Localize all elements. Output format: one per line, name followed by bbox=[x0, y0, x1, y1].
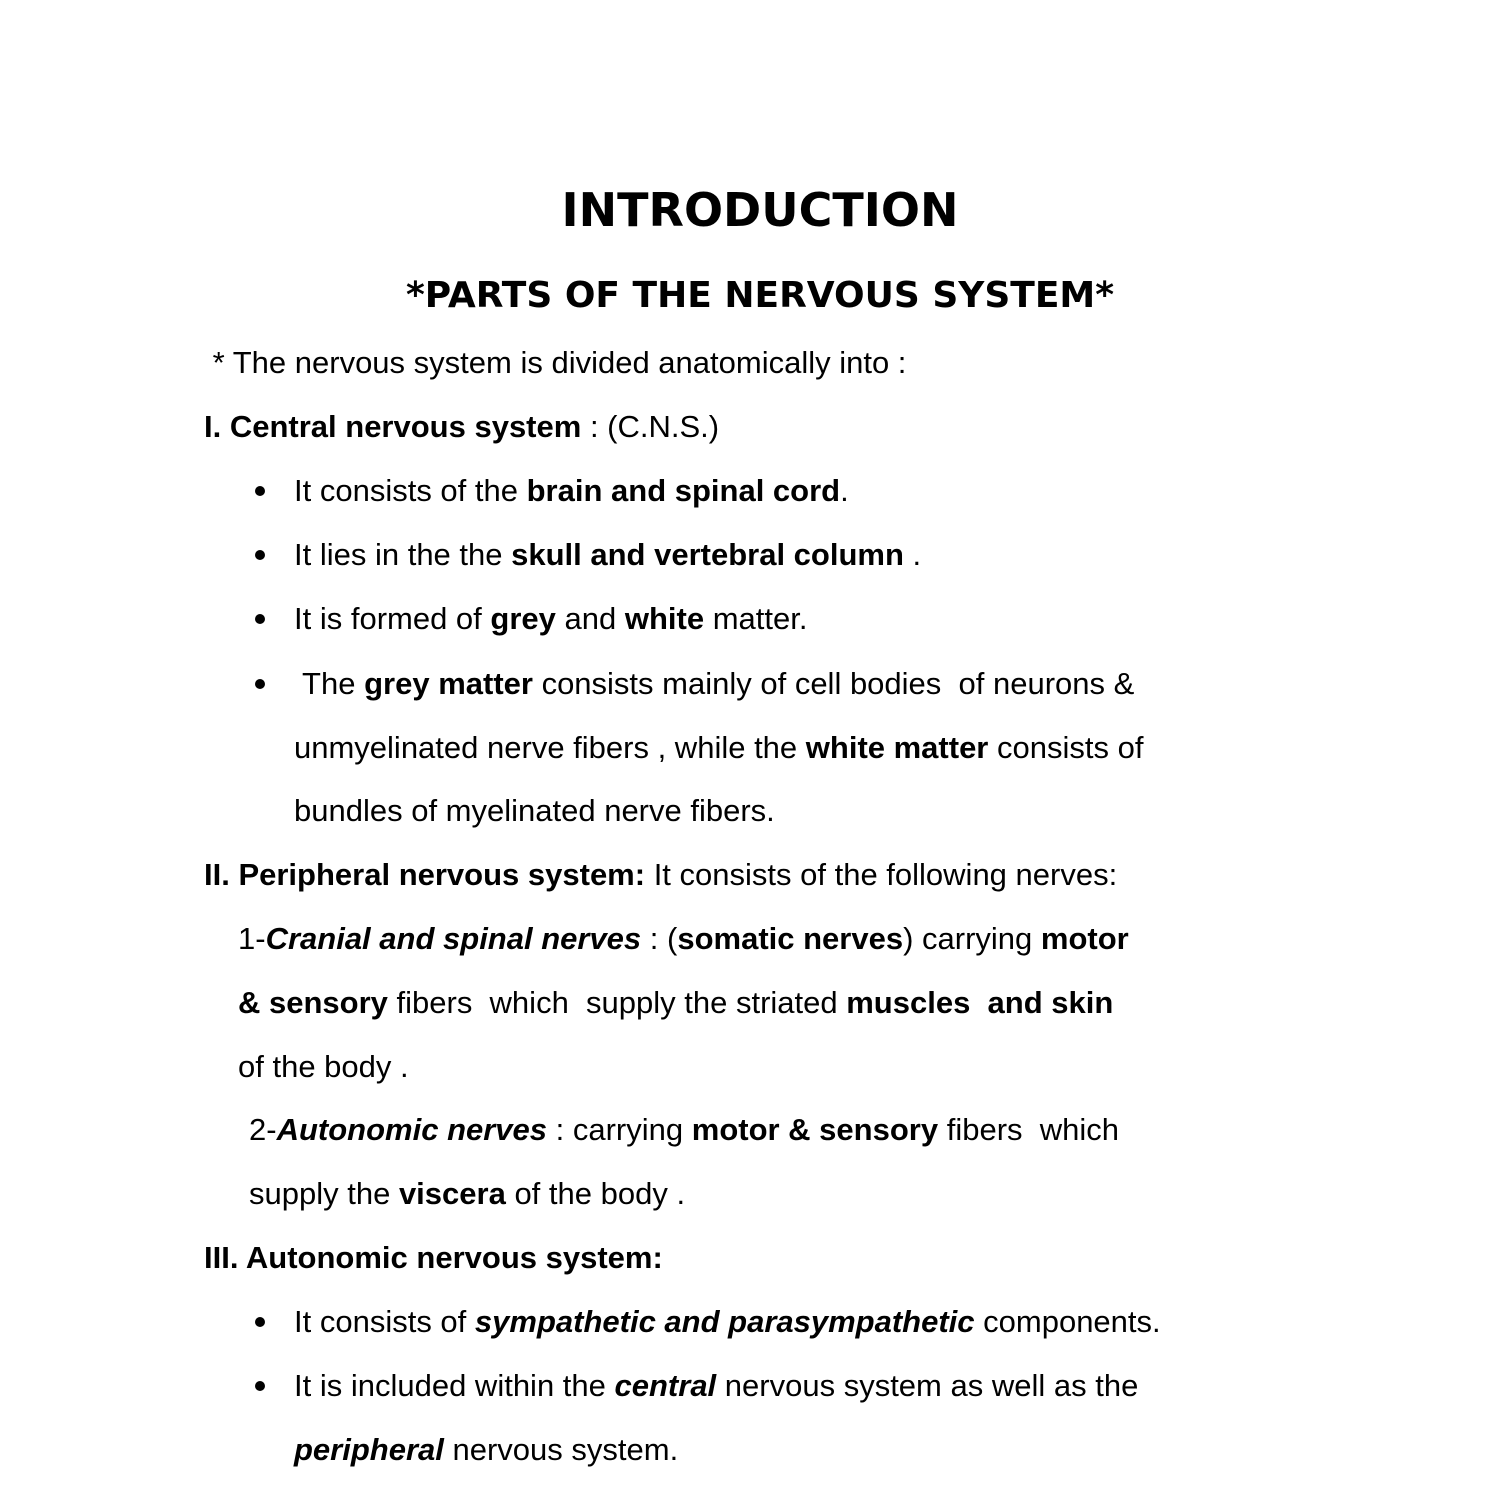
text-run: nervous system. bbox=[443, 1432, 679, 1467]
text-run: It consists of bbox=[294, 1304, 475, 1339]
text-line bbox=[238, 983, 1113, 1023]
text-line bbox=[294, 791, 775, 831]
text-run: matter. bbox=[704, 601, 808, 636]
bullet-icon bbox=[255, 486, 265, 496]
text-run: It is formed of bbox=[294, 601, 491, 636]
text-run: ) carrying bbox=[903, 921, 1041, 956]
emphasized-text: muscles and skin bbox=[846, 985, 1114, 1020]
text-line bbox=[238, 919, 1129, 959]
text-run: . bbox=[903, 537, 922, 572]
emphasized-text: central bbox=[614, 1368, 717, 1403]
text-run: bundles of myelinated nerve fibers. bbox=[294, 793, 775, 828]
text-run: It consists of the bbox=[294, 473, 527, 508]
emphasized-text: & sensory bbox=[238, 985, 388, 1020]
text-run: consists mainly of cell bodies of neurons & bbox=[532, 666, 1135, 701]
text-run: consists of bbox=[988, 730, 1144, 765]
text-line bbox=[204, 407, 719, 447]
text-run: : (C.N.S.) bbox=[581, 409, 720, 444]
text-line bbox=[249, 1110, 1119, 1150]
section-heading: *PARTS OF THE NERVOUS SYSTEM* bbox=[405, 275, 1115, 316]
text-line bbox=[249, 1174, 685, 1214]
text-run: . bbox=[840, 473, 849, 508]
text-run: 1- bbox=[238, 921, 266, 956]
text-run: : carrying bbox=[547, 1112, 692, 1147]
text-line bbox=[204, 343, 906, 383]
text-run: It consists of the following nerves: bbox=[645, 857, 1118, 892]
emphasized-text: viscera bbox=[398, 1176, 506, 1211]
emphasized-text: brain and spinal cord bbox=[526, 473, 841, 508]
emphasized-text: Autonomic nerves bbox=[276, 1112, 548, 1147]
text-run: nervous system as well as the bbox=[716, 1368, 1139, 1403]
text-run: It lies in the the bbox=[294, 537, 512, 572]
text-run: The bbox=[294, 666, 365, 701]
emphasized-text: grey matter bbox=[364, 666, 533, 701]
emphasized-text: white bbox=[624, 601, 705, 636]
text-line bbox=[294, 1366, 1138, 1406]
text-run: of the body . bbox=[505, 1176, 686, 1211]
text-run: 2- bbox=[249, 1112, 277, 1147]
bullet-icon bbox=[255, 1381, 265, 1391]
text-run: of the body . bbox=[238, 1049, 409, 1084]
text-line bbox=[294, 1302, 1161, 1342]
text-run: fibers which bbox=[938, 1112, 1119, 1147]
emphasized-text: motor & sensory bbox=[691, 1112, 939, 1147]
bullet-icon bbox=[255, 1317, 265, 1327]
emphasized-text: peripheral bbox=[294, 1432, 444, 1467]
text-run: It is included within the bbox=[294, 1368, 615, 1403]
text-line bbox=[294, 664, 1134, 704]
bullet-icon bbox=[255, 614, 265, 624]
text-line bbox=[294, 535, 921, 575]
text-run: supply the bbox=[249, 1176, 399, 1211]
text-run: unmyelinated nerve fibers , while the bbox=[294, 730, 806, 765]
emphasized-text: skull and vertebral column bbox=[511, 537, 904, 572]
emphasized-text: II. Peripheral nervous system: bbox=[204, 857, 646, 892]
emphasized-text: somatic nerves bbox=[677, 921, 904, 956]
emphasized-text: grey bbox=[490, 601, 556, 636]
bullet-icon bbox=[255, 679, 265, 689]
text-run: : ( bbox=[641, 921, 678, 956]
text-line bbox=[294, 728, 1143, 768]
text-run: and bbox=[555, 601, 625, 636]
text-line bbox=[294, 1430, 678, 1470]
emphasized-text: sympathetic and parasympathetic bbox=[474, 1304, 975, 1339]
text-run: * The nervous system is divided anatomically into : bbox=[204, 345, 907, 380]
emphasized-text: white matter bbox=[805, 730, 989, 765]
bullet-icon bbox=[255, 550, 265, 560]
emphasized-text: III. Autonomic nervous system: bbox=[204, 1240, 663, 1275]
text-line bbox=[204, 1238, 663, 1278]
page-title: INTRODUCTION bbox=[561, 183, 959, 237]
text-line bbox=[294, 599, 807, 639]
emphasized-text: I. Central nervous system bbox=[204, 409, 582, 444]
emphasized-text: motor bbox=[1040, 921, 1129, 956]
text-line bbox=[294, 471, 849, 511]
text-line bbox=[204, 855, 1117, 895]
text-run: fibers which supply the striated bbox=[387, 985, 847, 1020]
text-run: components. bbox=[974, 1304, 1161, 1339]
emphasized-text: Cranial and spinal nerves bbox=[265, 921, 642, 956]
text-line bbox=[238, 1047, 409, 1087]
